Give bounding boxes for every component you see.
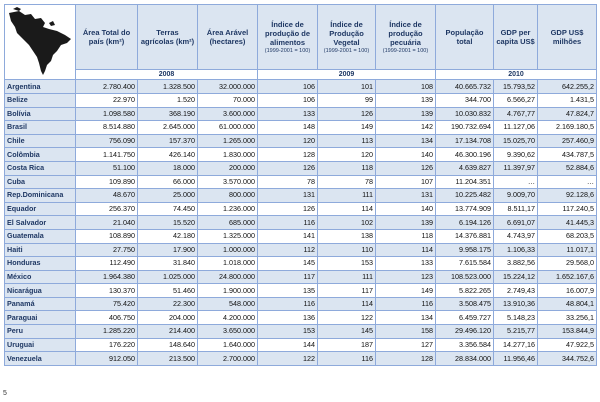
table-row <box>5 175 597 189</box>
country-name-cell: Argentina <box>5 80 76 94</box>
value-cell: 107 <box>376 175 436 189</box>
header-gdp-per-capita <box>494 5 538 70</box>
value-cell: 204.000 <box>138 311 198 325</box>
value-cell: 29.496.120 <box>436 325 494 339</box>
value-cell: 2.700.000 <box>198 352 258 366</box>
value-cell: 2.780.400 <box>76 80 138 94</box>
value-cell: 1.830.000 <box>198 148 258 162</box>
value-cell: 8.511,17 <box>494 202 538 216</box>
value-cell: 116 <box>376 297 436 311</box>
value-cell: 126 <box>318 107 376 121</box>
value-cell: 128 <box>258 148 318 162</box>
header-total-population-label: População total <box>445 27 484 47</box>
year-row <box>5 70 597 80</box>
value-cell: 112.490 <box>76 257 138 271</box>
value-cell: 31.840 <box>138 257 198 271</box>
value-cell: 153 <box>318 257 376 271</box>
table-row <box>5 338 597 352</box>
value-cell: 141 <box>258 229 318 243</box>
table-row <box>5 270 597 284</box>
value-cell: 11.127,06 <box>494 121 538 135</box>
value-cell: 145 <box>258 257 318 271</box>
value-cell: 2.749,43 <box>494 284 538 298</box>
header-row <box>5 5 597 70</box>
value-cell: 10.225.482 <box>436 189 494 203</box>
value-cell: 3.882,56 <box>494 257 538 271</box>
value-cell: 101 <box>318 80 376 94</box>
value-cell: 1.285.220 <box>76 325 138 339</box>
value-cell: 1.964.380 <box>76 270 138 284</box>
value-cell: 75.420 <box>76 297 138 311</box>
value-cell: 190.732.694 <box>436 121 494 135</box>
value-cell: 21.040 <box>76 216 138 230</box>
value-cell: 120 <box>258 134 318 148</box>
country-name-cell: Equador <box>5 202 76 216</box>
table-row <box>5 121 597 135</box>
value-cell: 118 <box>376 229 436 243</box>
value-cell: 8.514.880 <box>76 121 138 135</box>
country-name-cell: Bolívia <box>5 107 76 121</box>
value-cell: 142 <box>376 121 436 135</box>
value-cell: 4.767,77 <box>494 107 538 121</box>
header-livestock-index-note: (1999-2001 = 100) <box>382 47 429 54</box>
value-cell: 5.148,23 <box>494 311 538 325</box>
value-cell: 112 <box>258 243 318 257</box>
value-cell: 685.000 <box>198 216 258 230</box>
value-cell: 78 <box>258 175 318 189</box>
header-arable-area <box>198 5 258 70</box>
table-row <box>5 243 597 257</box>
value-cell: 32.000.000 <box>198 80 258 94</box>
value-cell: 14.376.881 <box>436 229 494 243</box>
value-cell: 1.018.000 <box>198 257 258 271</box>
value-cell: 108.890 <box>76 229 138 243</box>
year-2010: 2010 <box>436 70 597 80</box>
value-cell: 110 <box>318 243 376 257</box>
country-name-cell: Belize <box>5 93 76 107</box>
value-cell: 434.787,5 <box>538 148 597 162</box>
header-food-index-note: (1999-2001 = 100) <box>264 47 311 54</box>
value-cell: 102 <box>318 216 376 230</box>
value-cell: 131 <box>258 189 318 203</box>
country-name-cell: Uruguai <box>5 338 76 352</box>
value-cell: 14.277,16 <box>494 338 538 352</box>
table-row <box>5 216 597 230</box>
value-cell: 800.000 <box>198 189 258 203</box>
value-cell: 15.520 <box>138 216 198 230</box>
value-cell: 126 <box>258 161 318 175</box>
value-cell: 912.050 <box>76 352 138 366</box>
country-name-cell: El Salvador <box>5 216 76 230</box>
value-cell: 133 <box>258 107 318 121</box>
value-cell: 106 <box>258 93 318 107</box>
header-total-area <box>76 5 138 70</box>
value-cell: 756.090 <box>76 134 138 148</box>
value-cell: 1.325.000 <box>198 229 258 243</box>
value-cell: 3.508.475 <box>436 297 494 311</box>
country-name-cell: Rep.Dominicana <box>5 189 76 203</box>
value-cell: 70.000 <box>198 93 258 107</box>
latin-america-statistics-table <box>4 4 597 366</box>
value-cell: 48.670 <box>76 189 138 203</box>
value-cell: 548.000 <box>198 297 258 311</box>
value-cell: 133 <box>376 257 436 271</box>
value-cell: 61.000.000 <box>198 121 258 135</box>
value-cell: 149 <box>376 284 436 298</box>
value-cell: 1.141.750 <box>76 148 138 162</box>
table-row <box>5 297 597 311</box>
country-name-cell: Cuba <box>5 175 76 189</box>
country-name-cell: Haiti <box>5 243 76 257</box>
value-cell: 22.300 <box>138 297 198 311</box>
value-cell: 52.884,6 <box>538 161 597 175</box>
value-cell: 131 <box>376 189 436 203</box>
table-row <box>5 229 597 243</box>
value-cell: 1.025.000 <box>138 270 198 284</box>
header-livestock-production-label: Índice de produção pecuária <box>388 19 423 48</box>
country-name-cell: Colômbia <box>5 148 76 162</box>
value-cell: 134 <box>376 311 436 325</box>
value-cell: 108 <box>376 80 436 94</box>
data-table-container <box>4 4 596 366</box>
value-cell: 2.169.180,5 <box>538 121 597 135</box>
value-cell: 11.956,46 <box>494 352 538 366</box>
value-cell: 6.691,07 <box>494 216 538 230</box>
country-name-cell: Peru <box>5 325 76 339</box>
value-cell: 22.970 <box>76 93 138 107</box>
header-food-production-index <box>258 5 318 70</box>
value-cell: 3.570.000 <box>198 175 258 189</box>
value-cell: 109.890 <box>76 175 138 189</box>
value-cell: 136 <box>258 311 318 325</box>
value-cell: 127 <box>376 338 436 352</box>
country-name-cell: Venezuela <box>5 352 76 366</box>
value-cell: 114 <box>318 297 376 311</box>
value-cell: 13.774.909 <box>436 202 494 216</box>
value-cell: 111 <box>318 189 376 203</box>
value-cell: 41.445,3 <box>538 216 597 230</box>
value-cell: 213.500 <box>138 352 198 366</box>
map-logo-cell <box>5 5 76 80</box>
value-cell: 426.140 <box>138 148 198 162</box>
value-cell: 78 <box>318 175 376 189</box>
year-2008: 2008 <box>76 70 258 80</box>
value-cell: … <box>494 175 538 189</box>
table-row <box>5 148 597 162</box>
value-cell: 130.370 <box>76 284 138 298</box>
value-cell: 6.566,27 <box>494 93 538 107</box>
value-cell: 148.640 <box>138 338 198 352</box>
header-total-population <box>436 5 494 70</box>
header-gdp-millions <box>538 5 597 70</box>
value-cell: 1.520 <box>138 93 198 107</box>
value-cell: 140 <box>376 202 436 216</box>
footnote: 5 <box>3 390 7 397</box>
header-crop-index-note: (1999-2001 = 100) <box>323 47 370 54</box>
value-cell: 187 <box>318 338 376 352</box>
value-cell: 1.652.167,6 <box>538 270 597 284</box>
header-gdp-millions-label: GDP US$ milhões <box>550 27 584 47</box>
value-cell: 47.922,5 <box>538 338 597 352</box>
value-cell: 116 <box>258 216 318 230</box>
value-cell: 106 <box>258 80 318 94</box>
value-cell: 13.910,36 <box>494 297 538 311</box>
table-row <box>5 325 597 339</box>
value-cell: 144 <box>258 338 318 352</box>
table-row <box>5 189 597 203</box>
value-cell: 24.800.000 <box>198 270 258 284</box>
value-cell: 200.000 <box>198 161 258 175</box>
value-cell: 157.370 <box>138 134 198 148</box>
table-row <box>5 80 597 94</box>
value-cell: 66.000 <box>138 175 198 189</box>
value-cell: 4.743,97 <box>494 229 538 243</box>
table-row <box>5 202 597 216</box>
value-cell: 92.128,6 <box>538 189 597 203</box>
value-cell: 6.459.727 <box>436 311 494 325</box>
value-cell: 642.255,2 <box>538 80 597 94</box>
value-cell: 118 <box>318 161 376 175</box>
value-cell: 29.568,0 <box>538 257 597 271</box>
value-cell: 134 <box>376 134 436 148</box>
value-cell: 68.203,5 <box>538 229 597 243</box>
value-cell: 4.200.000 <box>198 311 258 325</box>
table-row <box>5 93 597 107</box>
header-crop-production-label: Índice de Produção Vegetal <box>329 19 364 48</box>
value-cell: 176.220 <box>76 338 138 352</box>
value-cell: 344.752,6 <box>538 352 597 366</box>
value-cell: 140 <box>376 148 436 162</box>
value-cell: 1.098.580 <box>76 107 138 121</box>
country-name-cell: Guatemala <box>5 229 76 243</box>
value-cell: 117.240,5 <box>538 202 597 216</box>
value-cell: 11.397,97 <box>494 161 538 175</box>
value-cell: 11.204.351 <box>436 175 494 189</box>
value-cell: 135 <box>258 284 318 298</box>
value-cell: 46.300.196 <box>436 148 494 162</box>
value-cell: 344.700 <box>436 93 494 107</box>
value-cell: 11.017,1 <box>538 243 597 257</box>
country-name-cell: Panamá <box>5 297 76 311</box>
header-agricultural-land-label: Terras agrícolas (km²) <box>140 27 195 47</box>
value-cell: 114 <box>376 243 436 257</box>
value-cell: 9.009,70 <box>494 189 538 203</box>
country-name-cell: Brasil <box>5 121 76 135</box>
value-cell: 40.665.732 <box>436 80 494 94</box>
header-gdp-per-capita-label: GDP per capita US$ <box>496 27 535 47</box>
value-cell: 145 <box>318 325 376 339</box>
value-cell: 139 <box>376 216 436 230</box>
value-cell: 51.100 <box>76 161 138 175</box>
table-body <box>5 80 597 365</box>
value-cell: 1.000.000 <box>198 243 258 257</box>
value-cell: 48.804,1 <box>538 297 597 311</box>
value-cell: 74.450 <box>138 202 198 216</box>
south-america-map-icon <box>5 5 76 77</box>
table-row <box>5 107 597 121</box>
country-name-cell: México <box>5 270 76 284</box>
country-name-cell: Honduras <box>5 257 76 271</box>
value-cell: 3.600.000 <box>198 107 258 121</box>
value-cell: 27.750 <box>76 243 138 257</box>
value-cell: 406.750 <box>76 311 138 325</box>
value-cell: 1.328.500 <box>138 80 198 94</box>
value-cell: 139 <box>376 93 436 107</box>
value-cell: 17.134.708 <box>436 134 494 148</box>
value-cell: 4.639.827 <box>436 161 494 175</box>
value-cell: 128 <box>376 352 436 366</box>
value-cell: 15.224,12 <box>494 270 538 284</box>
value-cell: 214.400 <box>138 325 198 339</box>
header-livestock-production-index <box>376 5 436 70</box>
value-cell: 126 <box>258 202 318 216</box>
value-cell: 1.106,33 <box>494 243 538 257</box>
year-2009: 2009 <box>258 70 436 80</box>
value-cell: 122 <box>318 311 376 325</box>
value-cell: 153 <box>258 325 318 339</box>
table-row <box>5 352 597 366</box>
value-cell: 368.190 <box>138 107 198 121</box>
value-cell: 158 <box>376 325 436 339</box>
value-cell: 117 <box>258 270 318 284</box>
value-cell: 153.844,9 <box>538 325 597 339</box>
value-cell: … <box>538 175 597 189</box>
value-cell: 10.030.832 <box>436 107 494 121</box>
value-cell: 15.025,70 <box>494 134 538 148</box>
country-name-cell: Costa Rica <box>5 161 76 175</box>
value-cell: 113 <box>318 134 376 148</box>
value-cell: 139 <box>376 107 436 121</box>
header-total-area-label: Área Total do país (km²) <box>82 27 131 47</box>
value-cell: 114 <box>318 202 376 216</box>
value-cell: 116 <box>318 352 376 366</box>
value-cell: 15.793,52 <box>494 80 538 94</box>
header-arable-area-label: Área Arável (hectares) <box>206 27 249 47</box>
value-cell: 1.236.000 <box>198 202 258 216</box>
table-row <box>5 134 597 148</box>
value-cell: 123 <box>376 270 436 284</box>
header-agricultural-land <box>138 5 198 70</box>
country-name-cell: Paraguai <box>5 311 76 325</box>
value-cell: 18.000 <box>138 161 198 175</box>
table-row <box>5 284 597 298</box>
value-cell: 47.824,7 <box>538 107 597 121</box>
value-cell: 99 <box>318 93 376 107</box>
table-row <box>5 161 597 175</box>
value-cell: 9.390,62 <box>494 148 538 162</box>
value-cell: 3.650.000 <box>198 325 258 339</box>
value-cell: 25.000 <box>138 189 198 203</box>
value-cell: 120 <box>318 148 376 162</box>
header-crop-production-index <box>318 5 376 70</box>
value-cell: 16.007,9 <box>538 284 597 298</box>
value-cell: 256.370 <box>76 202 138 216</box>
country-name-cell: Chile <box>5 134 76 148</box>
value-cell: 149 <box>318 121 376 135</box>
value-cell: 116 <box>258 297 318 311</box>
value-cell: 108.523.000 <box>436 270 494 284</box>
value-cell: 122 <box>258 352 318 366</box>
table-row <box>5 257 597 271</box>
value-cell: 5.215,77 <box>494 325 538 339</box>
value-cell: 17.900 <box>138 243 198 257</box>
value-cell: 3.356.584 <box>436 338 494 352</box>
value-cell: 28.834.000 <box>436 352 494 366</box>
header-food-production-label: Índice de produção de alimentos <box>264 19 310 48</box>
value-cell: 111 <box>318 270 376 284</box>
value-cell: 6.194.126 <box>436 216 494 230</box>
value-cell: 42.180 <box>138 229 198 243</box>
value-cell: 1.640.000 <box>198 338 258 352</box>
value-cell: 148 <box>258 121 318 135</box>
value-cell: 33.256,1 <box>538 311 597 325</box>
value-cell: 1.900.000 <box>198 284 258 298</box>
value-cell: 7.615.584 <box>436 257 494 271</box>
value-cell: 138 <box>318 229 376 243</box>
country-name-cell: Nicarágua <box>5 284 76 298</box>
value-cell: 5.822.265 <box>436 284 494 298</box>
value-cell: 257.460,9 <box>538 134 597 148</box>
value-cell: 126 <box>376 161 436 175</box>
value-cell: 9.958.175 <box>436 243 494 257</box>
table-row <box>5 311 597 325</box>
value-cell: 1.265.000 <box>198 134 258 148</box>
value-cell: 2.645.000 <box>138 121 198 135</box>
value-cell: 1.431,5 <box>538 93 597 107</box>
value-cell: 117 <box>318 284 376 298</box>
value-cell: 51.460 <box>138 284 198 298</box>
